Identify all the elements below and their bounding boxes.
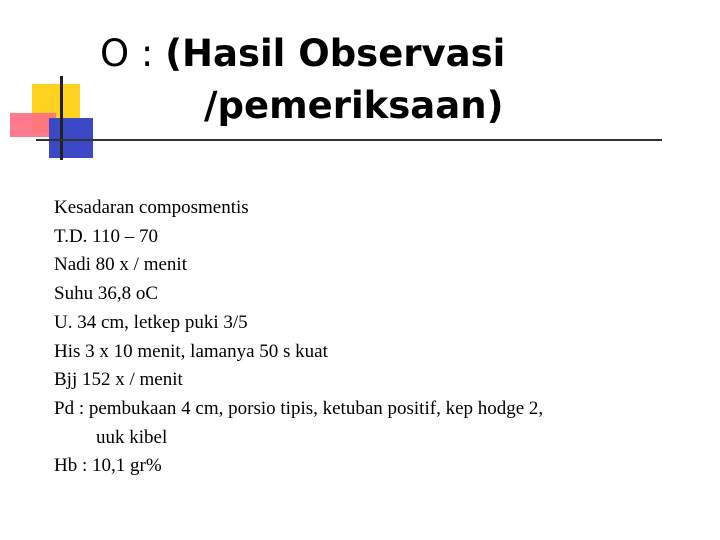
slide-title [100, 28, 660, 132]
title-line-1: (Hasil Observasi [165, 32, 506, 75]
observation-uterus: U. 34 cm, letkep puki 3/5 [54, 311, 248, 333]
observation-vaginal-exam: Pd : pembukaan 4 cm, porsio tipis, ketuban positif, kep hodge 2, [54, 397, 544, 419]
title-label: O : [100, 32, 154, 75]
observation-consciousness: Kesadaran composmentis [54, 197, 249, 218]
observation-contractions: His 3 x 10 menit, lamanya 50 s kuat [54, 340, 328, 362]
observation-hemoglobin: Hb : 10,1 gr% [54, 455, 162, 477]
observation-list [54, 194, 716, 481]
observation-vaginal-exam-continued: uuk kibel [96, 426, 168, 448]
title-line-2: /pemeriksaan) [204, 84, 504, 127]
title-underline [36, 139, 662, 141]
observation-blood-pressure: T.D. 110 – 70 [54, 225, 158, 247]
observation-temperature: Suhu 36,8 oC [54, 283, 158, 305]
observation-pulse: Nadi 80 x / menit [54, 254, 187, 276]
logo-vertical-line [60, 76, 63, 160]
observation-fetal-heart-rate: Bjj 152 x / menit [54, 369, 183, 391]
logo-blue-square [49, 118, 93, 158]
